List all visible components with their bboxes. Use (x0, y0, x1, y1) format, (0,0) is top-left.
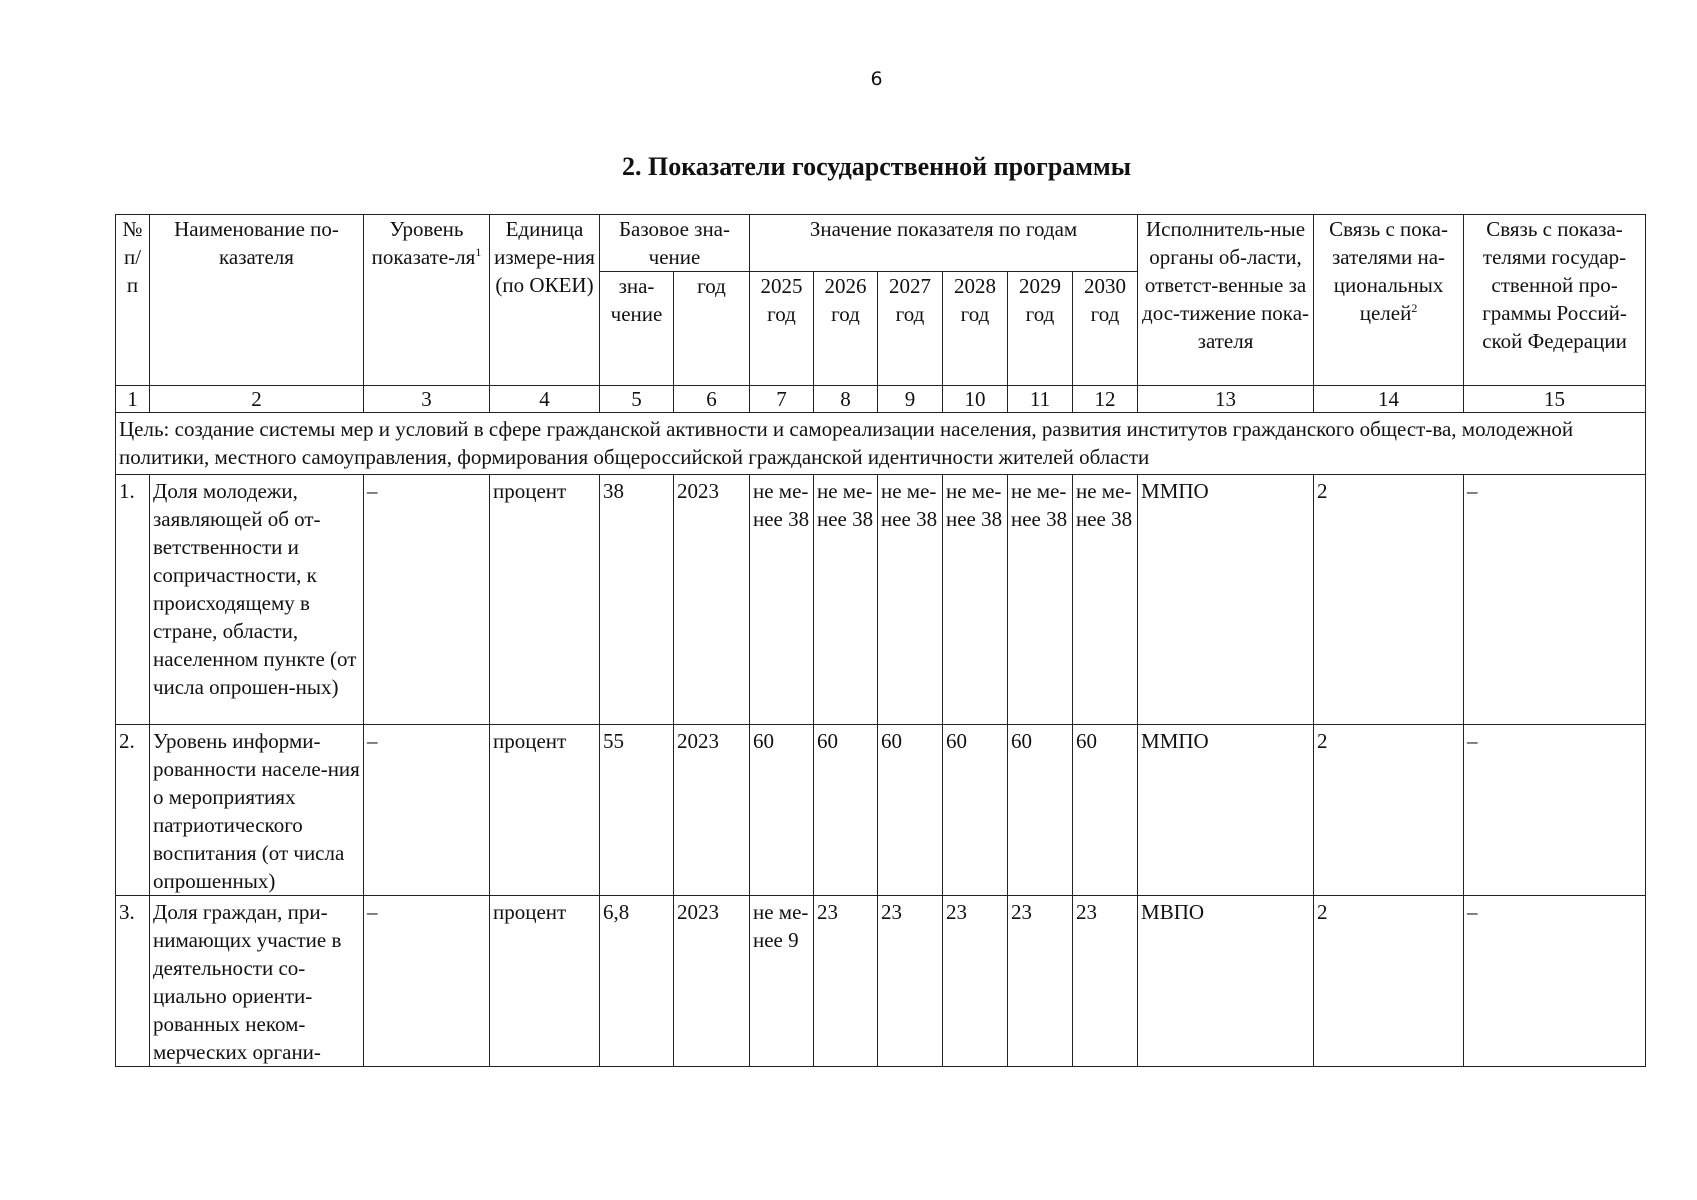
column-number: 6 (674, 386, 750, 413)
column-number: 8 (814, 386, 878, 413)
column-number: 2 (150, 386, 364, 413)
column-number: 15 (1464, 386, 1646, 413)
column-number: 14 (1314, 386, 1464, 413)
column-number: 9 (878, 386, 943, 413)
table-row (116, 475, 1646, 725)
value-2029: 60 (1008, 725, 1073, 896)
header-level (364, 215, 490, 386)
base-value: 38 (600, 475, 674, 725)
base-value: 55 (600, 725, 674, 896)
column-number: 1 (116, 386, 150, 413)
goal-text: Цель: создание системы мер и условий в сфере гражданской активности и самореализации населения, развития институтов гражданского общест-ва, молодежной политики, местного самоуправления, формирования общероссийской гражданской идентичности жителей области (116, 413, 1646, 475)
header-year-2027: 2027 год (878, 272, 943, 386)
footnote-1-mark: 1 (475, 245, 482, 259)
header-unit: Единица измере-ния (по ОКЕИ) (490, 215, 600, 386)
value-2027: 23 (878, 896, 943, 1067)
header-year-2026: 2026 год (814, 272, 878, 386)
header-num: № п/п (116, 215, 150, 386)
value-2028: 60 (943, 725, 1008, 896)
header-federal: Связь с показа-телями государ-ственной про-граммы Россий-ской Федерации (1464, 215, 1646, 386)
indicator-name: Доля граждан, при-нимающих участие в деятельности со-циально ориенти-рованных неком-мерческих органи- (150, 896, 364, 1067)
header-year-2025: 2025 год (750, 272, 814, 386)
header-executors: Исполнитель-ные органы об-ласти, ответст-венные за дос-тижение пока-зателя (1138, 215, 1314, 386)
header-year-2029: 2029 год (1008, 272, 1073, 386)
row-number: 3. (116, 896, 150, 1067)
header-level-text: Уровень показате-ля (371, 217, 476, 269)
value-2028: не ме-нее 38 (943, 475, 1008, 725)
federal-link: – (1464, 475, 1646, 725)
indicator-level: – (364, 475, 490, 725)
column-number: 5 (600, 386, 674, 413)
national-link: 2 (1314, 475, 1464, 725)
indicator-name: Уровень информи-рованности населе-ния о мероприятиях патриотического воспитания (от числа опрошенных) (150, 725, 364, 896)
executor: ММПО (1138, 475, 1314, 725)
indicator-level: – (364, 725, 490, 896)
base-year: 2023 (674, 475, 750, 725)
header-base: Базовое зна-чение (600, 215, 750, 272)
column-number: 7 (750, 386, 814, 413)
row-number: 2. (116, 725, 150, 896)
base-year: 2023 (674, 896, 750, 1067)
indicator-name: Доля молодежи, заявляющей об от-ветственности и сопричастности, к происходящему в стране, области, населенном пункте (от числа опрошен-ных) (150, 475, 364, 725)
indicator-level: – (364, 896, 490, 1067)
value-2030: 60 (1073, 725, 1138, 896)
column-number: 10 (943, 386, 1008, 413)
table-row (116, 896, 1646, 1067)
value-2030: 23 (1073, 896, 1138, 1067)
footnote-2-mark: 2 (1411, 301, 1418, 315)
value-2026: не ме-нее 38 (814, 475, 878, 725)
goal-row (116, 413, 1646, 475)
value-2026: 60 (814, 725, 878, 896)
indicator-unit: процент (490, 475, 600, 725)
value-2025: не ме-нее 9 (750, 896, 814, 1067)
value-2025: не ме-нее 38 (750, 475, 814, 725)
national-link: 2 (1314, 896, 1464, 1067)
value-2027: не ме-нее 38 (878, 475, 943, 725)
value-2028: 23 (943, 896, 1008, 1067)
column-number: 3 (364, 386, 490, 413)
header-national-text: Связь с пока-зателями на-циональных целей (1329, 217, 1448, 325)
federal-link: – (1464, 896, 1646, 1067)
header-national (1314, 215, 1464, 386)
table-row (116, 725, 1646, 896)
column-number-row (116, 386, 1646, 413)
value-2029: не ме-нее 38 (1008, 475, 1073, 725)
column-number: 12 (1073, 386, 1138, 413)
executor: МВПО (1138, 896, 1314, 1067)
page-title: 2. Показатели государственной программы (621, 152, 1132, 181)
base-value: 6,8 (600, 896, 674, 1067)
column-number: 13 (1138, 386, 1314, 413)
row-number: 1. (116, 475, 150, 725)
indicators-table (115, 214, 1646, 1067)
national-link: 2 (1314, 725, 1464, 896)
value-2027: 60 (878, 725, 943, 896)
base-year: 2023 (674, 725, 750, 896)
header-year-2028: 2028 год (943, 272, 1008, 386)
value-2025: 60 (750, 725, 814, 896)
header-name: Наименование по-казателя (150, 215, 364, 386)
column-number: 11 (1008, 386, 1073, 413)
header-base-value: зна-чение (600, 272, 674, 386)
executor: ММПО (1138, 725, 1314, 896)
indicator-unit: процент (490, 896, 600, 1067)
page-number: 6 (870, 68, 883, 90)
indicator-unit: процент (490, 725, 600, 896)
value-2030: не ме-нее 38 (1073, 475, 1138, 725)
header-years-group: Значение показателя по годам (750, 215, 1138, 272)
value-2026: 23 (814, 896, 878, 1067)
header-row-1 (116, 215, 1646, 272)
column-number: 4 (490, 386, 600, 413)
value-2029: 23 (1008, 896, 1073, 1067)
federal-link: – (1464, 725, 1646, 896)
header-base-year: год (674, 272, 750, 386)
header-year-2030: 2030 год (1073, 272, 1138, 386)
